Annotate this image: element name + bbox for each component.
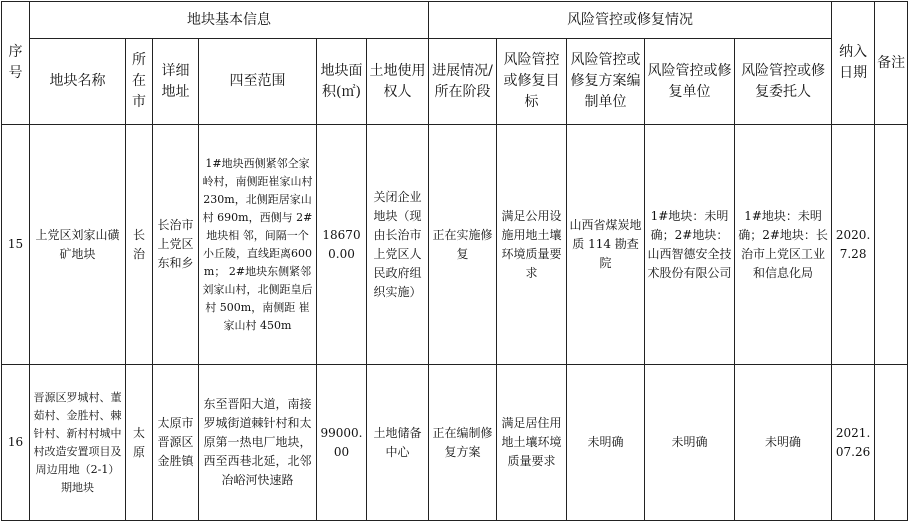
row-no: 16 [2, 365, 30, 521]
row-remark [875, 125, 908, 365]
row-repair-unit: 未明确 [645, 365, 735, 521]
header-group-risk: 风险管控或修复情况 [429, 2, 832, 39]
header-area: 地块面积(㎡) [317, 39, 367, 125]
row-bounds: 东至晋阳大道，南接罗城街道棘针村和太原第一热电厂地块，西至西巷北延，北邻冶峪河快速路 [199, 365, 317, 521]
row-name: 上党区刘家山磺矿地块 [30, 125, 126, 365]
header-name: 地块名称 [30, 39, 126, 125]
header-stage: 进展情况/所在阶段 [429, 39, 497, 125]
table-row [2, 365, 908, 521]
row-goal: 满足居住用地土壤环境质量要求 [497, 365, 567, 521]
row-client: 未明确 [735, 365, 832, 521]
header-remark: 备注 [875, 2, 908, 125]
row-area: 99000.00 [317, 365, 367, 521]
header-date: 纳入日期 [832, 2, 875, 125]
header-city: 所在市 [126, 39, 153, 125]
row-repair-unit: 1#地块：未明确；2#地块：山西智德安全技术股份有限公司 [645, 125, 735, 365]
row-name: 晋源区罗城村、董茹村、金胜村、棘针村、新村村城中村改造安置项目及周边用地（2-1）期地块 [30, 365, 126, 521]
row-city: 长治 [126, 125, 153, 365]
site-table [1, 1, 908, 521]
header-group-row [2, 2, 908, 39]
row-no: 15 [2, 125, 30, 365]
header-client: 风险管控或修复委托人 [735, 39, 832, 125]
header-plan-unit: 风险管控或修复方案编制单位 [567, 39, 645, 125]
row-remark [875, 365, 908, 521]
row-bounds: 1#地块西侧紧邻仝家岭村，南侧距崔家山村 230m，北侧距居家山村 690m，西侧与 2#地块相 邻，间隔一个小丘陵，直线距离600m； 2#地块东侧紧邻刘家山村，北侧距皇后村 500m，南侧距 崔家山村 450m [199, 125, 317, 365]
row-stage: 正在实施修复 [429, 125, 497, 365]
row-area: 186700.00 [317, 125, 367, 365]
row-stage: 正在编制修复方案 [429, 365, 497, 521]
row-goal: 满足公用设施用地土壤环境质量要求 [497, 125, 567, 365]
row-date: 2020.7.28 [832, 125, 875, 365]
row-owner: 关闭企业地块（现由长治市上党区人民政府组织实施） [367, 125, 429, 365]
row-address: 长治市上党区东和乡 [153, 125, 199, 365]
row-city: 太原 [126, 365, 153, 521]
header-no: 序号 [2, 2, 30, 125]
row-plan-unit: 山西省煤炭地质 114 勘查院 [567, 125, 645, 365]
header-group-basic: 地块基本信息 [30, 2, 429, 39]
header-bounds: 四至范围 [199, 39, 317, 125]
row-address: 太原市晋源区金胜镇 [153, 365, 199, 521]
header-address: 详细地址 [153, 39, 199, 125]
row-client: 1#地块：未明确；2#地块：长治市上党区工业和信息化局 [735, 125, 832, 365]
row-owner: 土地储备中心 [367, 365, 429, 521]
header-repair-unit: 风险管控或修复单位 [645, 39, 735, 125]
table-row [2, 125, 908, 365]
header-row [2, 39, 908, 125]
row-date: 2021.07.26 [832, 365, 875, 521]
row-plan-unit: 未明确 [567, 365, 645, 521]
header-goal: 风险管控或修复目标 [497, 39, 567, 125]
header-owner: 土地使用权人 [367, 39, 429, 125]
